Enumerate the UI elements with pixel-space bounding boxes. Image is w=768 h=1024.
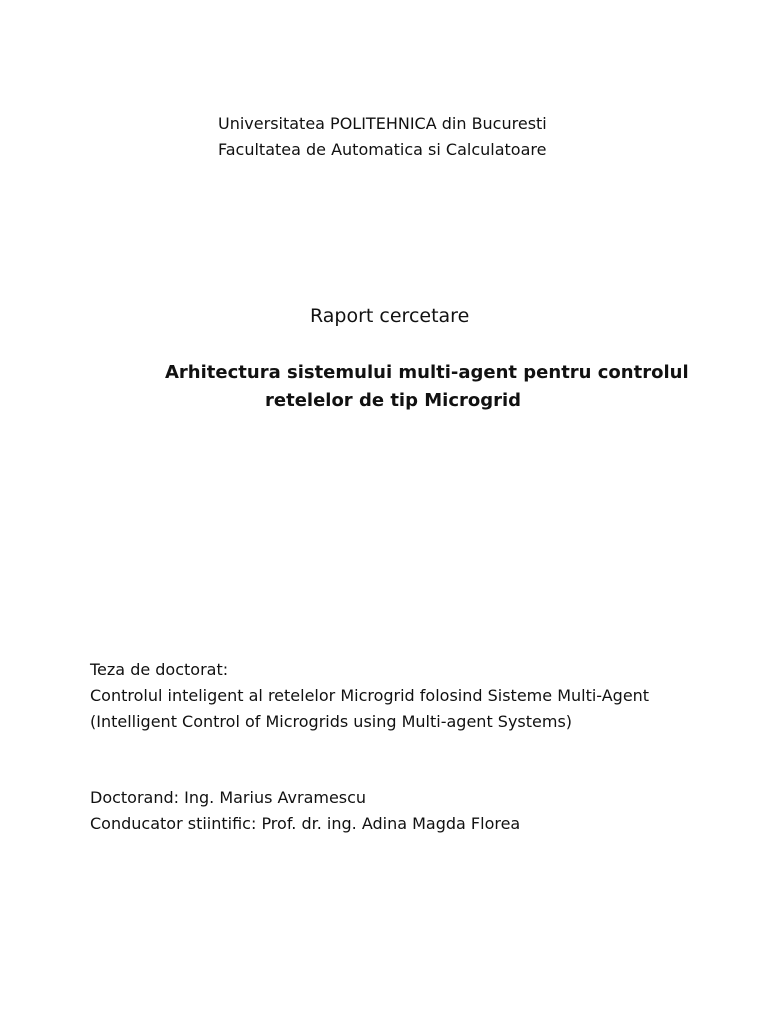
thesis-title-en: (Intelligent Control of Microgrids using Multi-agent Systems) [90,712,573,731]
report-type: Raport cercetare [310,305,470,327]
thesis-title-ro: Controlul inteligent al retelelor Microgrid folosind Sisteme Multi-Agent [90,686,650,705]
phd-student: Doctorand: Ing. Marius Avramescu [90,788,367,807]
faculty-name: Facultatea de Automatica si Calculatoare [218,140,547,159]
thesis-label: Teza de doctorat: [90,660,229,679]
report-title-line-1: Arhitectura sistemului multi-agent pentru controlul [165,362,689,383]
scientific-advisor: Conducator stiintific: Prof. dr. ing. Adina Magda Florea [90,814,521,833]
report-title-line-2: retelelor de tip Microgrid [265,390,522,411]
university-name: Universitatea POLITEHNICA din Bucuresti [218,114,547,133]
